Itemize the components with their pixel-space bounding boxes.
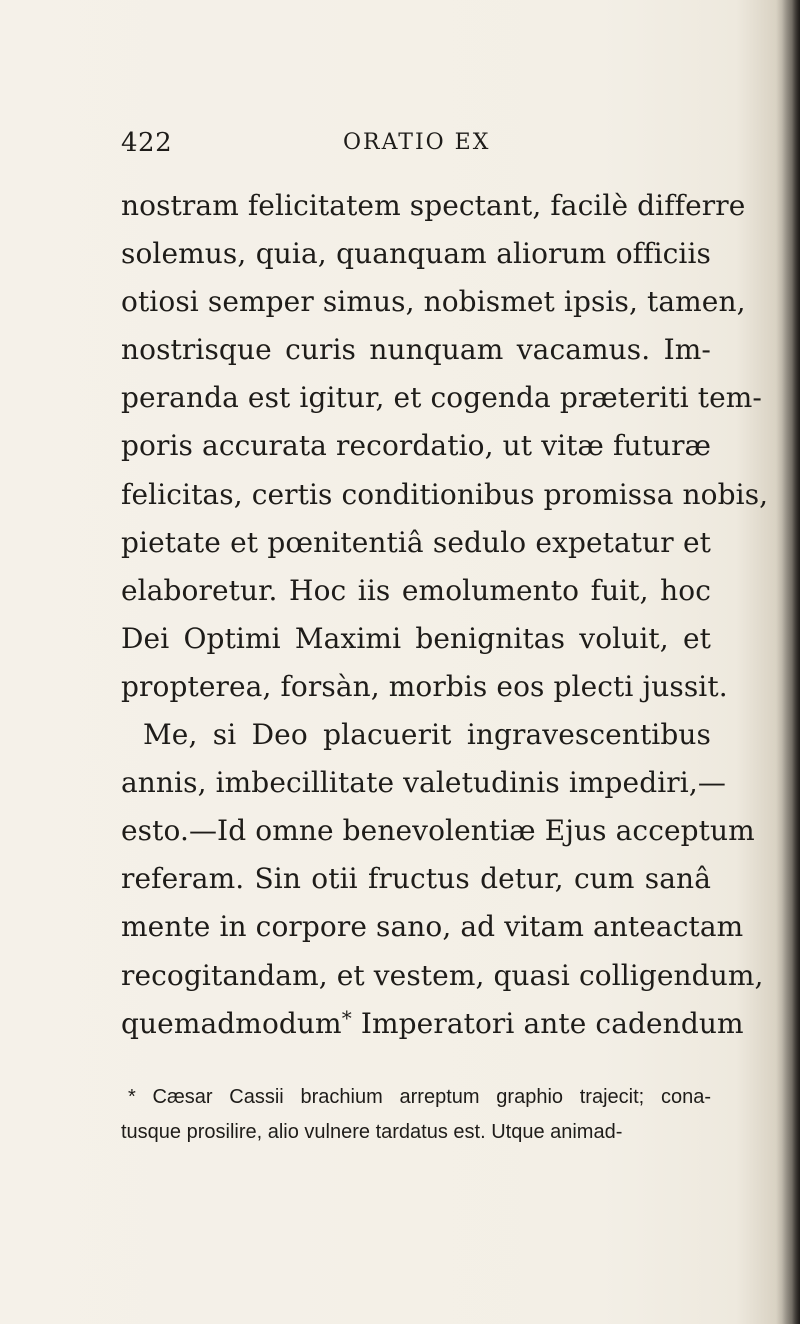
- text-line: peranda est igitur, et cogenda præteriti tem-: [121, 381, 762, 415]
- body-text: [121, 182, 769, 1048]
- text-line: Dei Optimi Maximi benignitas voluit, et: [121, 621, 711, 655]
- text-after-footnote-mark: Imperatori ante cadendum: [351, 1006, 744, 1040]
- text-line: propterea, forsàn, morbis eos plecti jussit.: [121, 669, 728, 703]
- text-line-with-footnote: [121, 1000, 744, 1048]
- text-before-footnote-mark: quemadmodum: [121, 1006, 342, 1040]
- text-line: recogitandam, et vestem, quasi colligendum,: [121, 958, 764, 992]
- text-line: elaboretur. Hoc iis emolumento fuit, hoc: [121, 573, 711, 607]
- text-line: referam. Sin otii fructus detur, cum sanâ: [121, 862, 711, 896]
- text-line: nostrisque curis nunquam vacamus. Im-: [121, 333, 711, 367]
- text-line: nostram felicitatem spectant, facilè differre: [121, 189, 746, 222]
- text-line: otiosi semper simus, nobismet ipsis, tamen,: [121, 285, 746, 319]
- footnotes: [121, 1080, 711, 1150]
- text-line: solemus, quia, quanquam aliorum officiis: [121, 237, 711, 271]
- paragraph-start-line: Me, si Deo placuerit ingravescentibus: [143, 718, 711, 752]
- text-line: annis, imbecillitate valetudinis impediri,—: [121, 766, 726, 800]
- footnote-line: tusque prosilire, alio vulnere tardatus est. Utque animad-: [121, 1121, 623, 1143]
- page-edge-shadow: [782, 0, 800, 1324]
- text-line: pietate et pœnitentiâ sedulo expetatur et: [121, 525, 711, 559]
- footnote-line: * Cæsar Cassii brachium arreptum graphio trajecit; cona-: [128, 1086, 711, 1108]
- running-head: ORATIO EX: [343, 130, 491, 155]
- text-line: mente in corpore sano, ad vitam anteactam: [121, 910, 744, 944]
- text-line: felicitas, certis conditionibus promissa nobis,: [121, 477, 769, 511]
- text-line: esto.—Id omne benevolentiæ Ejus acceptum: [121, 814, 755, 848]
- page-number: 422: [121, 128, 173, 158]
- page-header: [121, 128, 701, 164]
- footnote-mark: *: [341, 1005, 352, 1030]
- text-line: poris accurata recordatio, ut vitæ futuræ: [121, 429, 711, 463]
